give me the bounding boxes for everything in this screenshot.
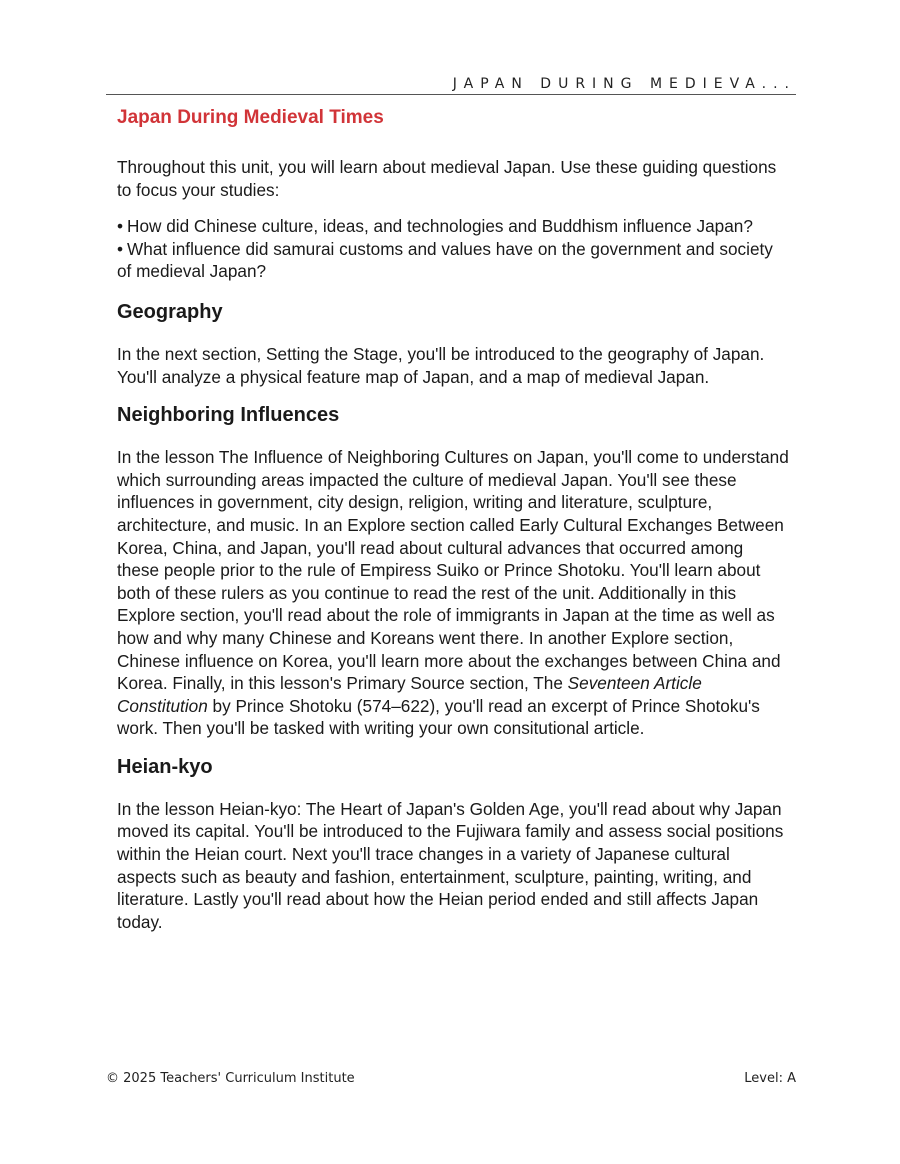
work-title: Seventeen Article Constitution [117, 673, 702, 716]
running-header-title: JAPAN DURING MEDIEVA... [452, 76, 796, 92]
guiding-question [117, 215, 789, 238]
section-heading-geography: Geography [117, 300, 223, 323]
document-body [117, 106, 789, 947]
document-title: Japan During Medieval Times [117, 107, 384, 128]
section-heading-heian-kyo: Heian-kyo [117, 755, 213, 778]
guiding-question-text: How did Chinese culture, ideas, and technologies and Buddhism influence Japan? [127, 216, 753, 237]
body-text: by Prince Shotoku (574–622), you'll read an excerpt of Prince Shotoku's work. Then you'll be tasked with writing your own consitutional article. [117, 695, 760, 739]
page-footer [106, 1070, 796, 1088]
section-body-geography: In the next section, Setting the Stage, you'll be introduced to the geography of Japan. You'll analyze a physical feature map of Japan, and a map of medieval Japan. [117, 343, 765, 387]
guiding-question [117, 238, 789, 283]
section-body-heian-kyo: In the lesson Heian-kyo: The Heart of Japan's Golden Age, you'll read about why Japan moved its capital. You'll be introduced to the Fujiwara family and assess social positions within the Heian court. Next you'll trace changes in a variety of Japanese cultural aspects such as beauty and fashion, entertainment, sculpture, painting, writing, and literature. Lastly you'll read about how the Heian period ended and still affects Japan today. [117, 798, 784, 932]
guiding-questions-list [117, 215, 789, 283]
section-heading-neighboring-influences: Neighboring Influences [117, 404, 340, 427]
copyright-notice: © 2025 Teachers' Curriculum Institute [106, 1071, 355, 1086]
bullet-icon: • [117, 238, 124, 259]
section-body-neighboring-influences [117, 446, 789, 740]
intro-paragraph: Throughout this unit, you will learn about medieval Japan. Use these guiding questions to focus your studies: [117, 157, 777, 200]
guiding-question-text: What influence did samurai customs and values have on the government and society of medieval Japan? [117, 238, 773, 282]
bullet-icon: • [117, 216, 124, 237]
running-header [106, 74, 796, 95]
level-indicator: Level: A [744, 1071, 796, 1086]
body-text: In the lesson The Influence of Neighboring Cultures on Japan, you'll come to understand which surrounding areas impacted the culture of medieval Japan. You'll see these influences in government, city design, religion, writing and literature, sculpture, architecture, and music. In an Explore section called Early Cultural Exchanges Between Korea, China, and Japan, you'll read about cultural advances that occurred among these people prior to the rule of Empiress Suiko or Prince Shotoku. You'll learn about both of these rulers as you continue to read the rest of the unit. Additionally in this Explore section, you'll read about the role of immigrants in Japan at the time as well as how and why many Chinese and Koreans went there. In another Explore section, Chinese influence on Korea, you'll learn more about the exchanges between China and Korea. Finally, in this lesson's Primary Source section, The [117, 447, 789, 694]
